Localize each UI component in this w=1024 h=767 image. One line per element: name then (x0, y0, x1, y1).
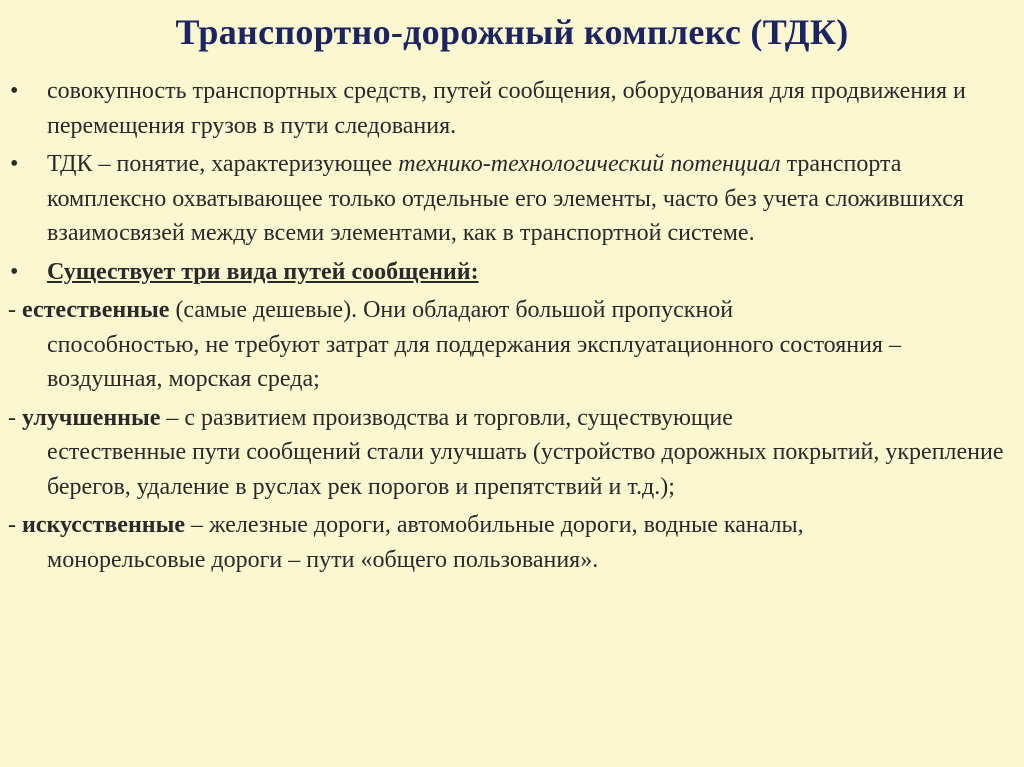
bullet-text: совокупность транспортных средств, путей сообщения, оборудования для продвижения и перемещения грузов в пути следования. (47, 78, 966, 139)
bullet-item (8, 255, 1008, 290)
bullet-item (8, 74, 1008, 143)
bullet-marker: • (10, 78, 19, 104)
bullet-text-italic: технико-технологический потенциал (398, 151, 781, 177)
path-type-desc-first: – с развитием производства и торговли, существующие (160, 404, 733, 431)
path-type-term: улучшенные (22, 404, 161, 431)
bullet-text-before: ТДК – понятие, характеризующее (47, 151, 399, 177)
path-type-desc-first: – железные дороги, автомобильные дороги, водные каналы, (184, 512, 804, 538)
slide-content (8, 74, 1008, 581)
path-type-desc-rest: монорельсовые дороги – пути «общего пользования». (47, 546, 599, 573)
bullet-heading: Существует три вида путей сообщений: (47, 258, 479, 285)
path-type-natural (8, 293, 1008, 397)
slide-title: Транспортно-дорожный комплекс (ТДК) (175, 12, 849, 52)
bullet-marker: • (10, 258, 19, 285)
bullet-item (8, 147, 1008, 251)
bullet-marker: • (10, 151, 19, 177)
path-type-improved (8, 401, 1008, 505)
path-type-artificial (8, 508, 1008, 577)
dash-marker: - (8, 404, 22, 431)
path-type-term: искусственные (22, 512, 185, 538)
dash-marker: - (8, 512, 22, 538)
path-type-desc-first: (самые дешевые). Они обладают большой пропускной (169, 297, 734, 323)
path-type-desc-rest: способностью, не требуют затрат для поддержания эксплуатационного состояния – воздушная, морская среда; (47, 331, 901, 392)
dash-marker: - (8, 297, 22, 323)
path-type-term: естественные (22, 297, 170, 323)
path-type-desc-rest: естественные пути сообщений стали улучшать (устройство дорожных покрытий, укрепление берегов, удаление в руслах рек порогов и препятствий и т.д.); (47, 439, 1004, 500)
bullet-text-after: транспорта комплексно охватывающее только отдельные его элементы, часто без учета сложившихся взаимосвязей между всеми элементами, как в транспортной системе. (47, 151, 964, 246)
